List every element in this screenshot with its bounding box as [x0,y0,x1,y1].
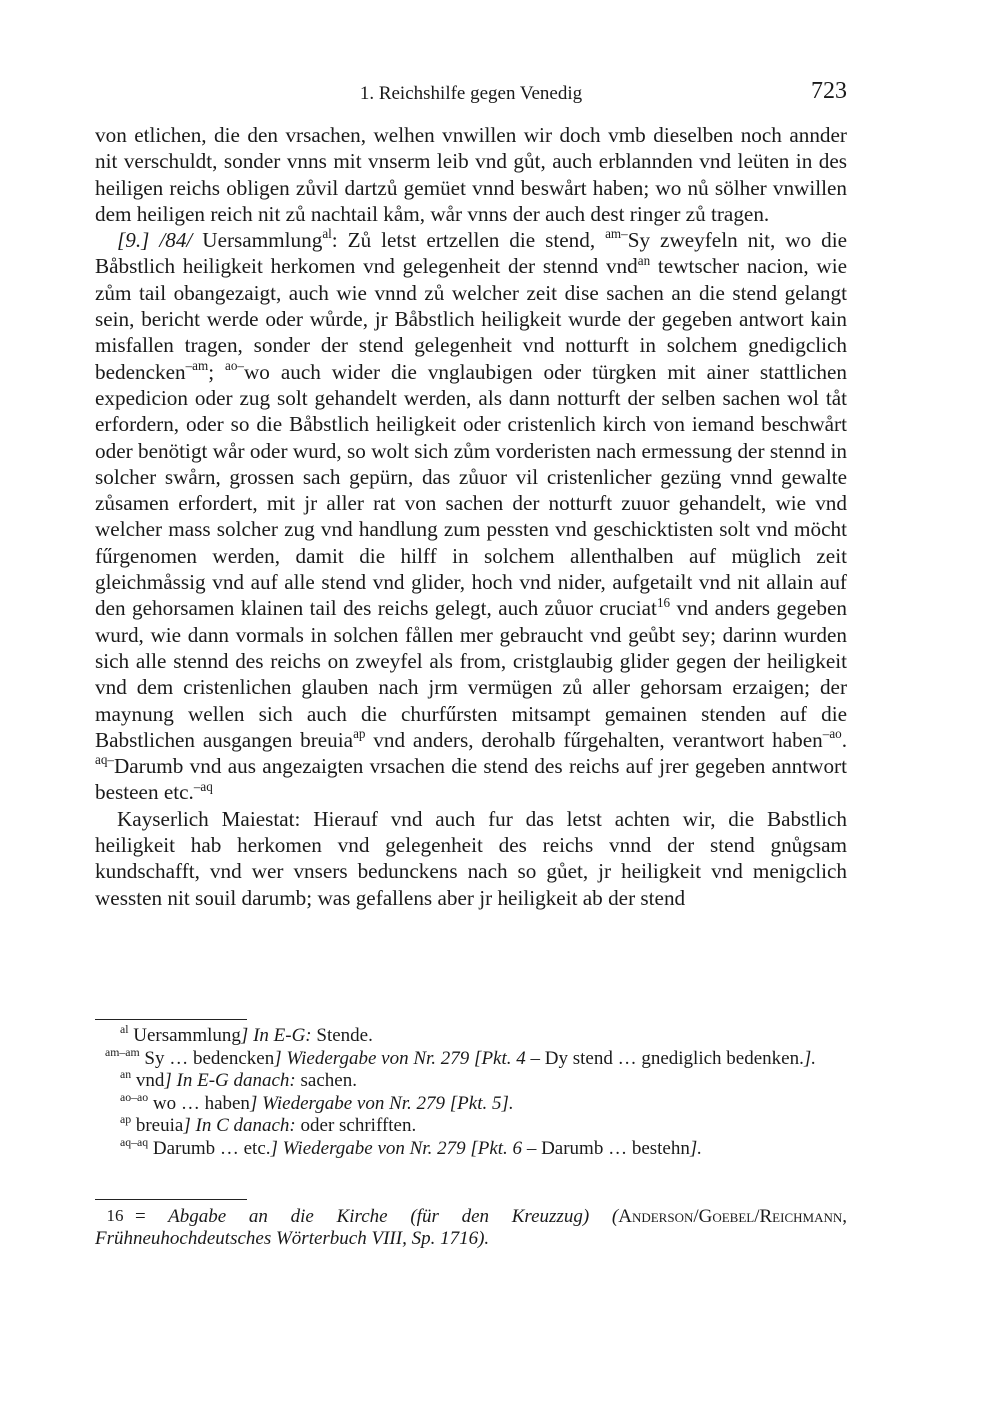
running-head [95,78,847,108]
note-marker-am-close: –am [185,357,209,373]
apparatus-note: $^{am-am}$ Sy … bedencken] Wiedergabe von Nr. 279 [Pkt. 4 – Dy stend … gnediglich bedenken.]. [105,1045,817,1069]
section-reference: [9.] /84/ [117,228,193,253]
main-text [95,122,847,911]
paragraph-3: Kayserlich Maiestat: Hierauf vnd auch fur das letst achten wir, die Babstlich heiligkeit hab herkomen vnd gelegenheit des reichs vnnd der stend gnůgsam kundschafft, vnd wer vnsers bedunckens nach so gůet, jr heiligkeit vnd menigclich wessten nit souil darumb; was gefallens aber jr heiligkeit ab der stend [95,806,847,910]
text-critical-apparatus [95,1025,847,1160]
note-marker-ao-close: –ao [822,726,842,742]
note-marker-am-open: am– [605,226,628,242]
footnotes [95,1205,847,1250]
running-title: 1. Reichshilfe gegen Venedig [359,83,583,104]
apparatus-note: $^{ap}$ breuia] In C danach: oder schrifften. [120,1113,417,1136]
page-number: 723 [811,78,847,104]
apparatus-rule [95,1019,247,1020]
note-marker-ao-open: ao– [225,357,244,373]
footnote-number: 16 [106,1206,124,1225]
paragraph-1: von etlichen, die den vrsachen, welhen vnwillen wir doch vmb dieselben noch annder nit verschuldt, sonder vnns mit vnserm leib vnd gůt, auch erblannden vnd leüten in des heiligen reichs obligen zůvil dartzů gemüet vnnd beswårt haben; wo nů sölher vnwillen dem heiligen reich nit zů nachtail kåm, wår vnns der auch dest ringer zů tragen. [95,123,847,226]
apparatus-note: $^{ao-ao}$ wo … haben] Wiedergabe von Nr. 279 [Pkt. 5]. [120,1090,514,1114]
footnote-16: 16 = Abgabe an die Kirche (für den Kreuzzug) (Anderson/Goebel/Reichmann, Frühneuhochdeutsches Wörterbuch VIII, Sp. 1716). [95,1206,847,1249]
apparatus-note: $^{al}$ Uersammlung] In E-G: Stende. [120,1023,373,1046]
note-marker-ap: ap [353,726,366,742]
paragraph-2: [9.] /84/ Uersammlung$^{al}$: Zů letst ertzellen die stend, $^{am-}$Sy zweyfeln nit, wo die Båbstlich heiligkeit herkomen vnd gelegenheit der stennd vnd$^{an}$ tewtscher nacion, wie zům tail obangezaigt, auch wie vnnd zů welcher zeit dise sachen an die stend gelangt sein, bericht werde oder wůrde, jr Båbstlich heiligkeit wurde der gegeben antwort kain misfallen tragen, sonder der stend gelegenheit vnd notturft in solchem gnedigclich bedencken$^{-am}$; $^{ao-}$wo auch wider die vnglaubigen oder türgken mit ainer stattlichen expedicion oder zug solt gehandelt werden, als dann notturft der selben sachen wol tåt erfordern, oder so die Båbstlich heiligkeit oder cristenlich kirch von iemand beschwårt oder benötigt wår oder wurd, so wolt sich zům vorderisten nach ermessung der stennd in solcher swårn, grossen sach gepürn, das zůuor vil cristenlicher gezüng vnnd gewalte zůsamen erfordert, mit jr aller rat von sachen der notturft zuuor gehandelt, wie vnd welcher mass solcher zug vnd handlung zum pessten vnd geschicktisten solt vnd möcht fűrgenomen werden, damit die hilff in solchem allenthalben auf müglich zeit gleichmåssig vnd auf alle stend vnd glider, hoch vnd nider, aufgetailt vnd nit allain auf den gehorsamen klainen tail des reichs gelegt, auch zůuor cruciat$^{16}$ vnd anders gegeben wurd, wie dann vormals in solchen fållen mer gebraucht vnd geůbt sey; darinn wurden sich alle stennd des reichs on zweyfel als from, cristglaubig glider gegen der heiligkeit vnd dem cristenlichen glauben nach jrm vermügen zů aller gehorsam erzaigen; der maynung wellen sich auch die churfűrsten mitsampt gemainen stenden auf die Babstlichen ausgangen breuia$^{ap}$ vnd anders, derohalb fűrgehalten, verantwort haben$^{-ao}$. $^{aq-}$Darumb vnd aus angezaigten vrsachen die stend des reichs auf jrer gegeben anntwort besteen etc.$^{-aq}$ [95,226,848,805]
note-marker-an: an [637,252,651,268]
footnote-rule [95,1199,247,1200]
apparatus-note: $^{an}$ vnd] In E-G danach: sachen. [120,1068,357,1091]
footnote-marker-16: 16 [656,594,671,610]
apparatus-note: $^{aq-aq}$ Darumb … etc.] Wiedergabe von Nr. 279 [Pkt. 6 – Darumb … bestehn]. [120,1135,703,1159]
note-marker-aq-open: aq– [95,752,114,768]
note-marker-al: al [322,226,332,242]
note-marker-aq-close: –aq [193,778,213,794]
